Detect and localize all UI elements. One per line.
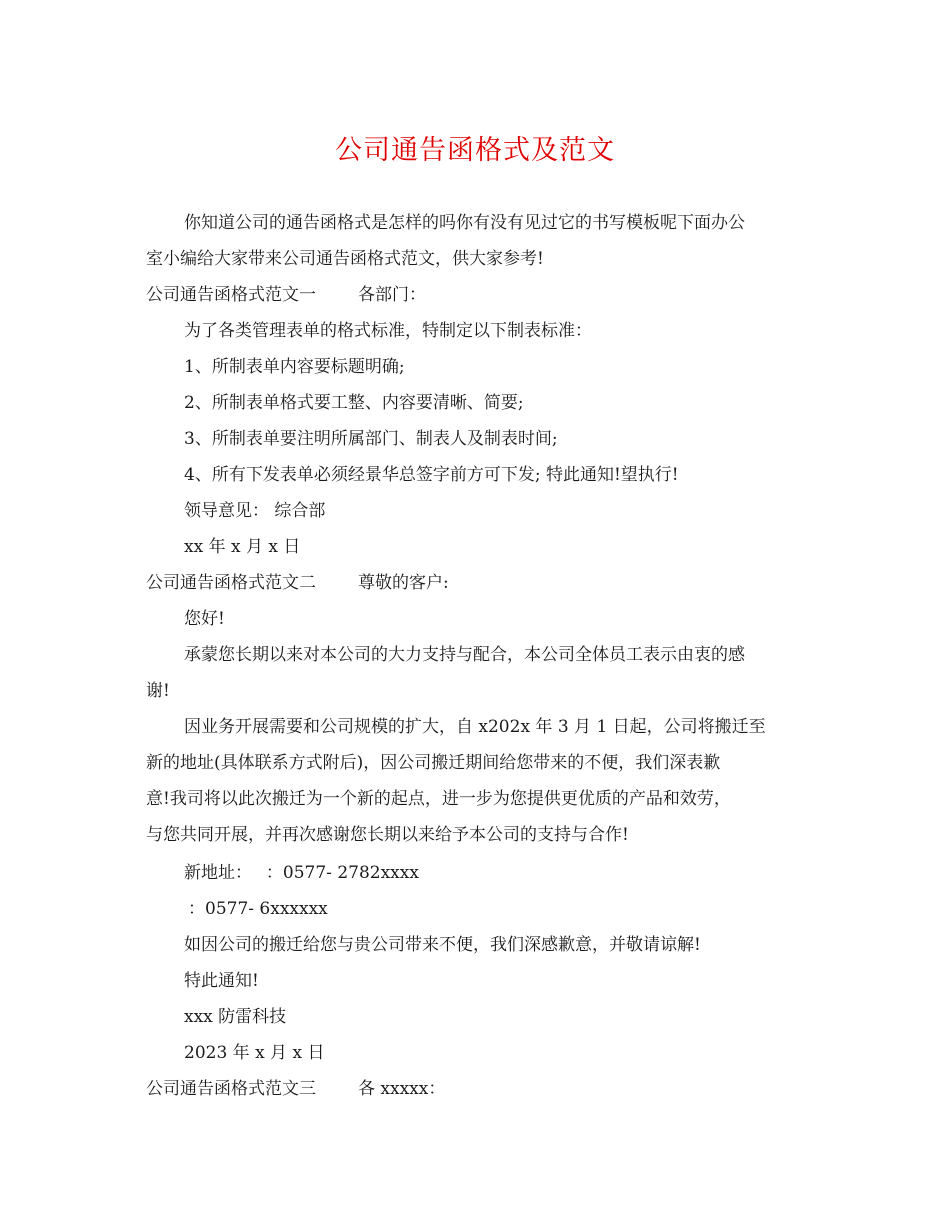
- sample2-para2-line: 新的地址(具体联系方式附后)，因公司搬迁期间给您带来的不便，我们深表歉: [146, 753, 721, 773]
- sample1-line: 2、所制表单格式要工整、内容要清晰、简要;: [184, 393, 524, 413]
- sample2-heading: 公司通告函格式范文二: [146, 573, 316, 593]
- sample1-heading: 公司通告函格式范文一: [146, 285, 316, 305]
- sample2-para2-line: 因业务开展需要和公司规模的扩大，自 x202x 年 3 月 1 日起，公司将搬迁至: [184, 717, 766, 737]
- sample2-date: 2023 年 x 月 x 日: [184, 1043, 325, 1063]
- document-title: 公司通告函格式及范文: [335, 135, 615, 166]
- sample2-phone: ：0577- 6xxxxxx: [188, 899, 328, 919]
- sample2-para1-line: 谢!: [146, 681, 170, 701]
- sample1-line: 3、所制表单要注明所属部门、制表人及制表时间;: [184, 429, 558, 449]
- sample2-address: 新地址： ：0577- 2782xxxx: [184, 863, 419, 883]
- sample1-date: xx 年 x 月 x 日: [184, 537, 301, 557]
- sample1-line: 为了各类管理表单的格式标准，特制定以下制表标准：: [184, 321, 592, 341]
- sample2-greeting: 您好!: [184, 609, 225, 629]
- sample1-line: 1、所制表单内容要标题明确;: [184, 357, 405, 377]
- sample2-company: xxx 防雷科技: [184, 1007, 287, 1027]
- sample3-heading: 公司通告函格式范文三: [146, 1079, 316, 1099]
- sample1-salutation: 各部门：: [358, 285, 426, 305]
- sample2-salutation: 尊敬的客户:: [358, 573, 449, 593]
- sample2-apology: 如因公司的搬迁给您与贵公司带来不便，我们深感歉意，并敬请谅解!: [184, 935, 701, 955]
- sample2-para2-line: 与您共同开展，并再次感谢您长期以来给予本公司的支持与合作!: [146, 825, 629, 845]
- sample1-heading-row: [146, 283, 426, 307]
- intro-line: 室小编给大家带来公司通告函格式范文，供大家参考!: [146, 249, 544, 269]
- sample1-line: 4、所有下发表单必须经景华总签字前方可下发; 特此通知!望执行!: [184, 465, 679, 485]
- sample2-para2-line: 意!我司将以此次搬迁为一个新的起点，进一步为您提供更优质的产品和效劳，: [146, 789, 731, 809]
- sample2-para1-line: 承蒙您长期以来对本公司的大力支持与配合，本公司全体员工表示由衷的感: [184, 645, 745, 665]
- intro-line: 你知道公司的通告函格式是怎样的吗你有没有见过它的书写模板呢下面办公: [184, 213, 745, 233]
- sample2-heading-row: [146, 571, 449, 595]
- sample3-salutation: 各 xxxxx：: [358, 1079, 446, 1099]
- sample3-heading-row: [146, 1077, 445, 1101]
- sample1-line: 领导意见： 综合部: [184, 501, 326, 521]
- sample2-notice: 特此通知!: [184, 971, 259, 991]
